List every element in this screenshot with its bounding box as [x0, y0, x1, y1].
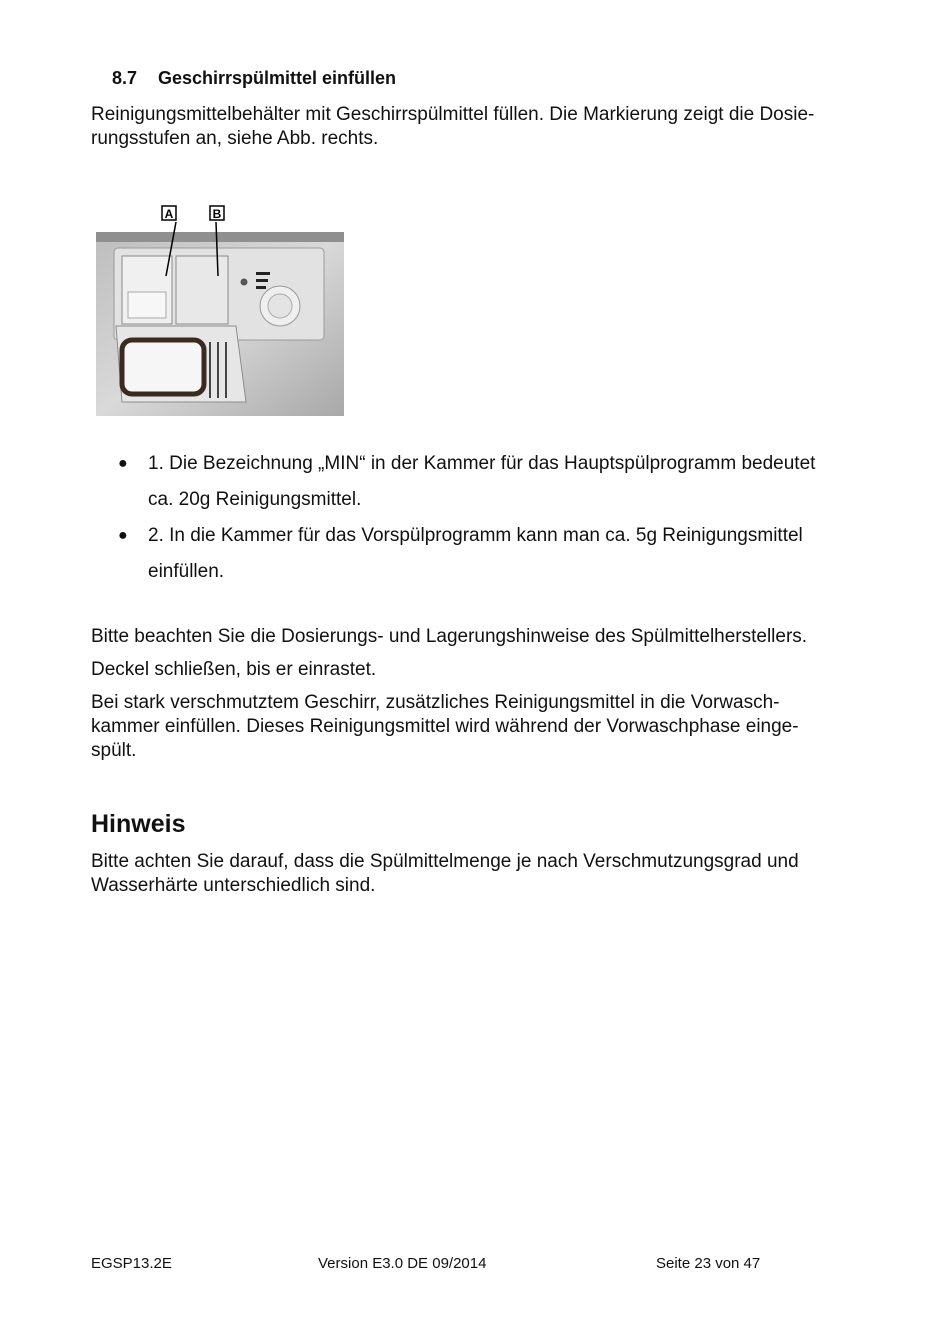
figure-label-a: A	[164, 207, 174, 221]
list-item-line: ca. 20g Reinigungsmittel.	[148, 489, 362, 510]
soiled-note	[91, 691, 891, 763]
bullet-icon: ●	[118, 527, 128, 544]
list-item	[118, 518, 898, 590]
list-item-line: 2. In die Kammer für das Vorspülprogramm kann man ca. 5g Reinigungsmittel	[148, 525, 803, 546]
figure-label-b: B	[212, 207, 222, 221]
close-note: Deckel schließen, bis er einrastet.	[91, 659, 377, 680]
intro-line: rungsstufen an, siehe Abb. rechts.	[91, 128, 379, 149]
footer-page: Seite 23 von 47	[656, 1255, 761, 1272]
dispenser-figure	[96, 200, 346, 418]
bullet-list	[118, 446, 898, 590]
hinweis-text	[91, 850, 891, 898]
list-item-line: 1. Die Bezeichnung „MIN“ in der Kammer für das Hauptspülprogramm bedeutet	[148, 453, 816, 474]
list-item-line: einfüllen.	[148, 561, 225, 582]
section-title: Geschirrspülmittel einfüllen	[158, 68, 397, 88]
intro-line: Reinigungsmittelbehälter mit Geschirrspülmittel füllen. Die Markierung zeigt die Dosie-	[91, 104, 815, 125]
dosing-note: Bitte beachten Sie die Dosierungs- und Lagerungshinweise des Spülmittelherstellers.	[91, 626, 808, 647]
list-item	[118, 446, 898, 518]
soiled-line: kammer einfüllen. Dieses Reinigungsmittel wird während der Vorwaschphase einge-	[91, 716, 799, 737]
footer-version: Version E3.0 DE 09/2014	[318, 1255, 487, 1272]
bullet-icon: ●	[118, 455, 128, 472]
hinweis-line: Wasserhärte unterschiedlich sind.	[91, 875, 376, 896]
section-number: 8.7	[112, 68, 138, 88]
soiled-line: Bei stark verschmutztem Geschirr, zusätzliches Reinigungsmittel in die Vorwasch-	[91, 692, 780, 713]
hinweis-line: Bitte achten Sie darauf, dass die Spülmittelmenge je nach Verschmutzungsgrad und	[91, 851, 799, 872]
intro-paragraph	[91, 103, 891, 151]
hinweis-heading: Hinweis	[91, 810, 186, 838]
footer-model: EGSP13.2E	[91, 1255, 172, 1272]
soiled-line: spült.	[91, 740, 137, 761]
detergent-dispenser-photo	[96, 200, 346, 418]
